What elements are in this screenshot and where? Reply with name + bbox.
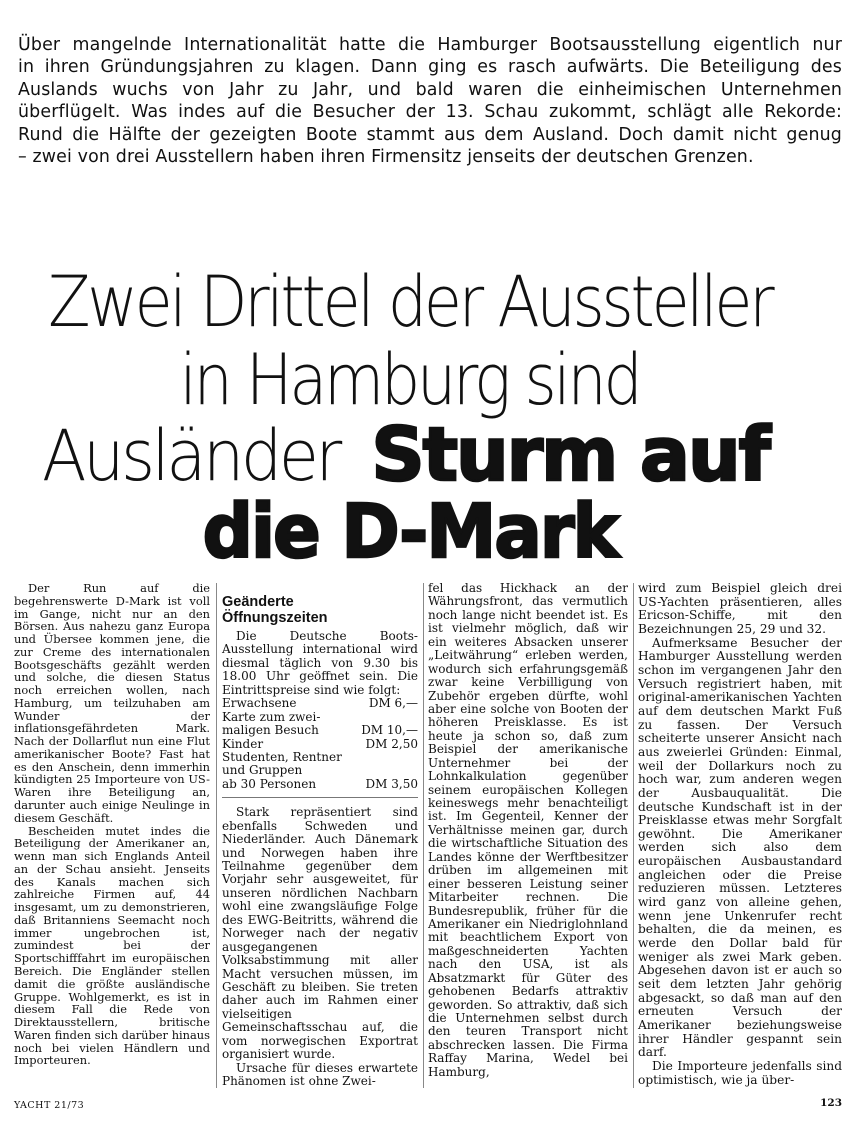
box-title (222, 594, 418, 626)
issue-label: YACHT 21/73 (14, 1100, 85, 1111)
headline-thin-text: Ausländer (42, 415, 339, 497)
price-row (222, 778, 418, 791)
opening-hours-box (222, 594, 418, 798)
price-row (222, 738, 418, 751)
headline-thin-text: in Hamburg sind (180, 339, 640, 421)
body-paragraph: fel das Hickhack an der Währungsfront, das vermutlich noch lange nicht beendet ist. Es ist vielmehr möglich, daß wir ein weiteres Absacken unserer „Leitwährung“ erleben werden, wodurch sich erfahrungsgemäß zwar keine Verbilligung von Zubehör ergeben dürfte, wohl aber eine solche von Booten der höheren Preisklasse. Es ist heute ja schon so, daß zum Beispiel der amerikanische Unternehmer bei der Lohnkalkulation gegenüber seinem europäischen Kollegen keineswegs mehr benachteiligt ist. Im Gegenteil, Kenner der Verhältnisse meinen gar, durch die wirtschaftliche Situation des Landes könne der Werftbesitzer drüben im allgemeinen mit einer besseren Leistung seiner Mitarbeiter rechnen. Die Bundesrepublik, früher für die Amerikaner ein Niedriglohnland mit beachtlichem Export von maßgeschneiderten Yachten nach den USA, ist als Absatzmarkt für Güter des gehobenen Bedarfs attraktiv geworden. So attraktiv, daß sich die Unternehmen selbst durch den teuren Transport nicht abschrecken lassen. Die Firma Raffay Marina, Wedel bei Hamburg, (428, 581, 628, 1079)
price-label: und Gruppen (222, 763, 303, 778)
body-paragraph: Stark repräsentiert sind ebenfalls Schweden und Niederländer. Auch Dänemark und Norwegen haben ihre Teilnahme gegenüber dem Vorjahr sehr ausgeweitet, für unseren nördlichen Nachbarn wohl eine zwangsläufige Folge des EWG-Beitritts, während die Norweger nach der negativ ausgegangenen Volksabstimmung mit aller Macht versuchen müssen, im Geschäft zu bleiben. Sie treten daher auch im Rahmen einer vielseitigen Gemeinschaftsschau auf, die vom norwegischen Exportrat organisiert wurde. (222, 805, 418, 1062)
price-label: maligen Besuch (222, 723, 319, 738)
headline-line-3 (42, 412, 769, 498)
intro-line: Über mangelnde Internationalität hatte die Hamburger Bootsausstellung eigentlich nur (18, 35, 842, 55)
body-paragraph: Die Importeure jedenfalls sind optimistisch, wie ja über- (638, 1058, 842, 1087)
intro-line: Rund die Hälfte der gezeigten Boote stammt aus dem Ausland. Doch damit nicht genug (18, 124, 842, 145)
intro-line: in ihren Gründungsjahren zu klagen. Dann ging es rasch aufwärts. Die Beteiligung des (18, 57, 842, 78)
box-title-line: Geänderte (222, 594, 294, 610)
price-label: Kinder (222, 736, 264, 751)
box-title-line: Öffnungszeiten (222, 610, 328, 626)
intro-line: – zwei von drei Ausstellern haben ihren Firmensitz jenseits der deutschen Grenzen. (18, 147, 754, 168)
headline-bold-text: die D-Mark (202, 489, 618, 575)
page-number: 123 (820, 1097, 842, 1109)
column-rule (633, 583, 634, 1088)
body-column-3 (428, 582, 628, 1079)
price-row (222, 697, 418, 710)
body-paragraph: Ursache für dieses erwartete Phänomen ist ohne Zwei- (222, 1060, 418, 1088)
headline-line-4 (0, 489, 820, 575)
headline-thin-text: Zwei Drittel der Aussteller (48, 261, 772, 343)
price-label: Erwachsene (222, 696, 297, 711)
price-value: DM 10,— (361, 723, 418, 738)
column-rule (423, 583, 424, 1088)
intro-paragraph (18, 34, 842, 168)
price-value: DM 3,50 (365, 776, 418, 791)
price-row (222, 724, 418, 737)
price-value: DM 6,— (368, 696, 418, 711)
body-column-4 (638, 582, 842, 1087)
price-label: Karte zum zwei- (222, 709, 321, 724)
column-rule (216, 583, 217, 1088)
price-value: DM 2,50 (365, 736, 418, 751)
body-paragraph: Bescheiden mutet indes die Beteiligung der Amerikaner an, wenn man sich Englands Anteil an der Schau ansieht. Jenseits des Kanals machen sich zahlreiche Firmen auf, 44 insgesamt, um zu demonstrieren, daß Britanniens Seemacht noch immer ungebrochen ist, zumindest bei der Sportschifffahrt im europäischen Bereich. Die Engländer stellen damit die größte ausländische Gruppe. Wohlgemerkt, es ist in diesem Fall die Rede von Direktausstellern, britische Waren finden sich darüber hinaus noch bei vielen Händlern und Importeuren. (14, 823, 210, 1068)
price-label: Studenten, Rentner (222, 749, 342, 764)
body-column-2 (222, 582, 418, 1088)
box-text: Die Deutsche Boots-Ausstellung international wird diesmal täglich von 9.30 bis 18.00 Uhr geöffnet sein. Die Eintrittspreise sind wie folgt: (222, 629, 418, 697)
price-label: ab 30 Personen (222, 776, 317, 791)
headline-line-2 (0, 340, 820, 420)
body-paragraph: Aufmerksame Besucher der Hamburger Ausstellung werden schon im vergangenen Jahr den Versuch registriert haben, mit original-amerikanischen Yachten auf dem deutschen Markt Fuß zu fassen. Der Versuch scheiterte unserer Ansicht nach aus zweierlei Gründen: Einmal, weil der Dollarkurs noch zu hoch war, zum anderen wegen der Ausbauqualität. Die deutsche Kundschaft ist in der Preisklasse etwas mehr Sorgfalt gewöhnt. Die Amerikaner werden sich also dem europäischen Ausbaustandard angleichen oder die Preise reduzieren müssen. Letzteres wird ganz von alleine gehen, wenn jene Unkenrufer recht behalten, die da meinen, es werde den Dollar bald für weniger als zwei Mark geben. Abgesehen davon ist er auch so seit dem letzten Jahr gehörig abgesackt, so daß man auf den erneuten Versuch der Amerikaner beziehungsweise ihrer Händler gespannt sein darf. (638, 635, 842, 1060)
intro-line: überflügelt. Was indes auf die Besucher der 13. Schau zukommt, schlägt alle Rekorde: (18, 102, 842, 123)
body-column-1 (14, 582, 210, 1067)
body-paragraph: wird zum Beispiel gleich drei US-Yachten präsentieren, alles Ericson-Schiffe, mit den Bezeichnungen 25, 29 und 32. (638, 581, 842, 636)
body-paragraph: Der Run auf die begehrenswerte D-Mark ist voll im Gange, nicht nur an den Börsen. Aus nahezu ganz Europa und Übersee kommen jene, die zur Creme des internationalen Bootsgeschäfts gezählt werden und solche, die diesen Status noch erreichen wollen, nach Hamburg, um teilzuhaben am Wunder der inflationsgefährdeten Mark. Nach der Dollarflut nun eine Flut amerikanischer Boote? Fast hat es den Anschein, denn immerhin kündigten 25 Importeure von US-Waren ihre Beteiligung an, darunter auch einige Neulinge in diesem Geschäft. (14, 581, 210, 825)
intro-line: Auslands wuchs von Jahr zu Jahr, und bald waren die einheimischen Unternehmen (18, 79, 842, 100)
headline-bold-text: Sturm auf (371, 412, 769, 498)
headline-line-1 (0, 262, 820, 342)
